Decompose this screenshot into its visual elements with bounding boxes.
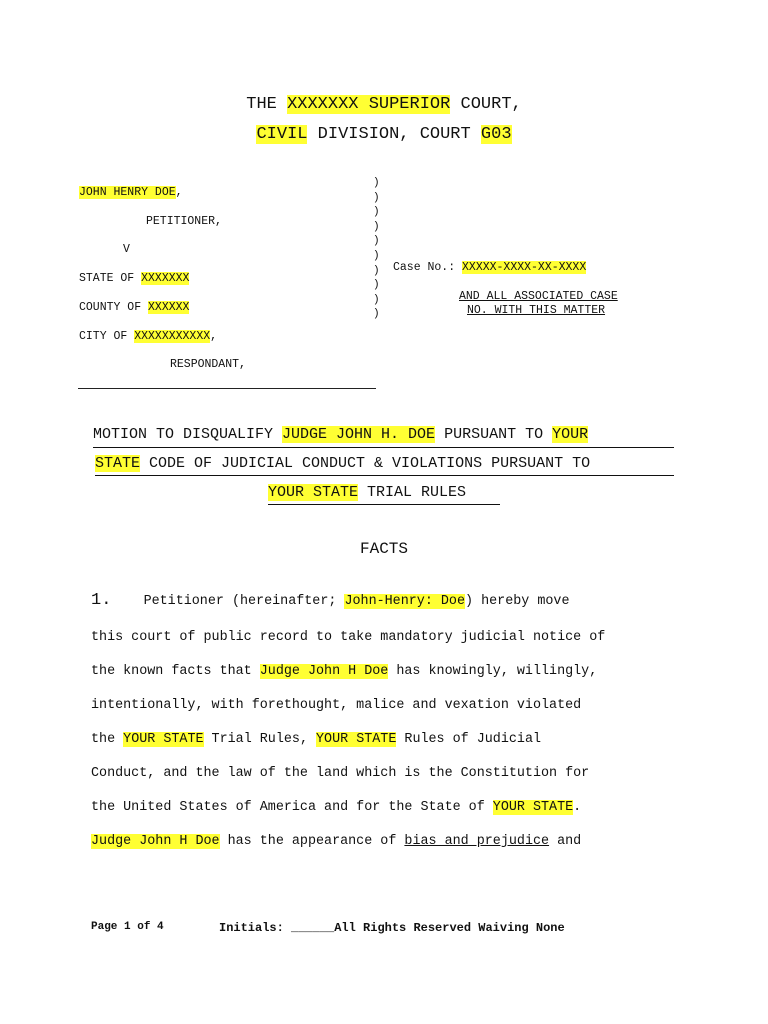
county-label: COUNTY OF xyxy=(79,301,149,314)
caption-parentheses: ) ) ) ) ) ) ) ) ) ) xyxy=(373,177,380,321)
body-text: Rules of Judicial xyxy=(396,732,542,747)
facts-heading: FACTS xyxy=(359,540,408,558)
motion-text: CODE OF JUDICIAL CONDUCT & VIOLATIONS PURSUANT TO xyxy=(140,455,591,472)
body-text: . xyxy=(573,800,582,815)
body-text: has the appearance of xyxy=(219,834,405,849)
body-text: Petitioner (hereinafter; xyxy=(143,594,345,609)
court-title-line-2 xyxy=(0,125,768,144)
page-label: Page xyxy=(91,921,125,933)
motion-text: TRIAL RULES xyxy=(358,484,467,501)
paragraph-line-5 xyxy=(91,732,541,747)
city-line xyxy=(79,330,217,343)
body-text: and xyxy=(549,834,582,849)
motion-text: MOTION TO DISQUALIFY xyxy=(93,426,283,443)
title-highlight: XXXXXXX SUPERIOR xyxy=(287,95,451,114)
paragraph-line-2: this court of public record to take mandatory judicial notice of xyxy=(91,630,606,645)
title-text: THE xyxy=(246,95,288,114)
city-label: CITY OF xyxy=(79,330,135,343)
body-highlight: YOUR STATE xyxy=(123,732,204,747)
page-of: of xyxy=(130,921,158,933)
rights-statement: All Rights Reserved Waiving None xyxy=(334,921,565,935)
motion-text: PURSUANT TO xyxy=(435,426,553,443)
title-highlight: CIVIL xyxy=(256,125,308,144)
associated-case-line-2: NO. WITH THIS MATTER xyxy=(467,304,606,317)
caption-rule xyxy=(78,388,376,389)
county-value: XXXXXX xyxy=(148,301,190,314)
respondent-label: RESPONDANT, xyxy=(170,358,246,371)
motion-title-line-2 xyxy=(95,455,590,472)
motion-underline xyxy=(95,475,674,476)
paragraph-number: 1. xyxy=(91,591,112,610)
body-text: the United States of America and for the State of xyxy=(91,800,493,815)
court-title-line-1 xyxy=(0,95,768,114)
body-highlight: YOUR STATE xyxy=(316,732,397,747)
state-line xyxy=(79,272,189,285)
paragraph-line-7 xyxy=(91,800,581,815)
motion-highlight: YOUR xyxy=(552,426,589,443)
footer-initials xyxy=(219,921,565,935)
paragraph-line-1 xyxy=(91,591,569,610)
motion-underline xyxy=(268,504,500,505)
punctuation: , xyxy=(175,186,183,199)
body-highlight: John-Henry: Doe xyxy=(344,594,466,609)
paragraph-line-6: Conduct, and the law of the land which is the Constitution for xyxy=(91,766,590,781)
title-text: COURT, xyxy=(450,95,522,114)
petitioner-name: JOHN HENRY DOE xyxy=(79,186,176,199)
paragraph-line-3 xyxy=(91,664,597,679)
body-text: has knowingly, willingly, xyxy=(388,664,598,679)
case-number-line xyxy=(393,261,586,274)
associated-case-line-1: AND ALL ASSOCIATED CASE xyxy=(459,290,618,303)
motion-underline xyxy=(93,447,674,448)
case-number-label: Case No.: xyxy=(393,261,463,274)
motion-highlight: YOUR STATE xyxy=(268,484,359,501)
motion-title-line-1 xyxy=(93,426,588,443)
body-highlight: YOUR STATE xyxy=(492,800,574,815)
motion-highlight: JUDGE JOHN H. DOE xyxy=(282,426,436,443)
paragraph-line-4: intentionally, with forethought, malice and vexation violated xyxy=(91,698,582,713)
city-value: XXXXXXXXXXX xyxy=(134,330,211,343)
initials-blank[interactable]: ______ xyxy=(291,921,335,935)
motion-highlight: STATE xyxy=(95,455,141,472)
punctuation: , xyxy=(210,330,218,343)
versus-label: V xyxy=(123,243,130,256)
county-line xyxy=(79,301,189,314)
petitioner-name-line xyxy=(79,186,183,199)
state-label: STATE OF xyxy=(79,272,142,285)
page-current: 1 xyxy=(124,921,131,933)
body-underlined-text: bias and prejudice xyxy=(404,834,550,849)
body-text: Trial Rules, xyxy=(203,732,317,747)
body-text: the xyxy=(91,732,124,747)
motion-title-line-3 xyxy=(268,484,466,501)
title-text: DIVISION, COURT xyxy=(307,125,481,144)
page-total: 4 xyxy=(157,921,164,933)
petitioner-label: PETITIONER, xyxy=(146,215,222,228)
case-number-value: XXXXX-XXXX-XX-XXXX xyxy=(462,261,587,274)
initials-label: Initials: xyxy=(219,921,292,935)
body-highlight: Judge John H Doe xyxy=(91,834,220,849)
title-highlight: G03 xyxy=(480,125,512,144)
body-text: ) hereby move xyxy=(465,594,570,609)
state-value: XXXXXXX xyxy=(141,272,190,285)
page-number xyxy=(91,921,164,933)
paragraph-line-8 xyxy=(91,834,581,849)
body-highlight: Judge John H Doe xyxy=(259,664,389,679)
body-text: the known facts that xyxy=(91,664,260,679)
